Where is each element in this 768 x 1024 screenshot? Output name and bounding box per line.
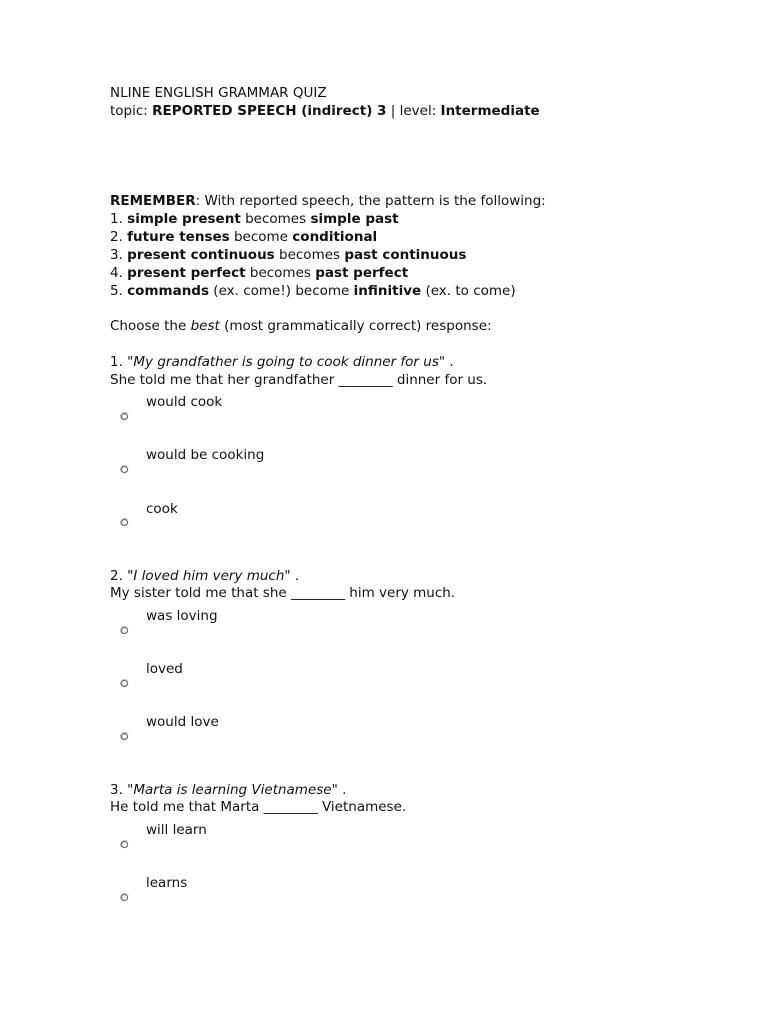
option-radio[interactable]: [121, 680, 128, 687]
question-quote-end: " .: [331, 782, 347, 798]
rule-to: simple past: [310, 211, 399, 227]
rule-to: past perfect: [315, 265, 409, 281]
option-radio[interactable]: [121, 733, 128, 740]
level-label: level:: [399, 103, 441, 119]
rule-num: 1.: [110, 211, 128, 227]
option-label: cook: [146, 501, 178, 517]
option-label: would love: [146, 714, 219, 730]
rule-tail: (ex. to come): [421, 283, 516, 299]
rule-verb: becomes: [240, 211, 311, 227]
rule-verb: becomes: [245, 265, 316, 281]
option-radio[interactable]: [121, 841, 128, 848]
option-radio[interactable]: [121, 466, 128, 473]
rule-verb: becomes: [274, 247, 345, 263]
rule-num: 3.: [110, 247, 128, 263]
instructions-post: (most grammatically correct) response:: [219, 318, 492, 334]
rule-num: 5.: [110, 283, 128, 299]
question-sentence: He told me that Marta ________ Vietnamese.: [110, 799, 407, 815]
option-radio[interactable]: [121, 413, 128, 420]
instructions-pre: Choose the: [110, 318, 191, 334]
option-label: learns: [146, 875, 188, 891]
quiz-title: NLINE ENGLISH GRAMMAR QUIZ: [110, 85, 327, 101]
question-sentence: My sister told me that she ________ him very much.: [110, 585, 456, 601]
rule-item: [110, 282, 516, 300]
rule-from: future tenses: [127, 229, 230, 245]
question-prompt: [110, 353, 454, 371]
level-value: Intermediate: [440, 103, 540, 119]
instructions-emphasis: best: [190, 318, 220, 334]
option-label: would be cooking: [146, 447, 265, 463]
rule-item: [110, 210, 399, 228]
option-radio[interactable]: [121, 519, 128, 526]
remember-text: : With reported speech, the pattern is the following:: [195, 193, 546, 209]
rule-num: 2.: [110, 229, 128, 245]
question-quote: I loved him very much: [133, 568, 285, 584]
rule-item: [110, 264, 408, 282]
rule-to: infinitive: [353, 283, 422, 299]
question-quote: My grandfather is going to cook dinner for us: [133, 354, 439, 370]
rule-verb: (ex. come!) become: [209, 283, 354, 299]
rule-from: present perfect: [127, 265, 246, 281]
question-quote-end: " .: [438, 354, 454, 370]
question-number: 1. ": [110, 354, 134, 370]
question-prompt: [110, 781, 346, 799]
question-prompt: [110, 567, 299, 585]
instructions: [110, 317, 492, 335]
rule-from: present continuous: [127, 247, 275, 263]
option-radio[interactable]: [121, 627, 128, 634]
question-quote: Marta is learning Vietnamese: [133, 782, 332, 798]
question-number: 3. ": [110, 782, 134, 798]
topic-label: topic:: [110, 103, 153, 119]
separator: |: [386, 103, 400, 119]
option-label: was loving: [146, 608, 218, 624]
option-label: would cook: [146, 394, 223, 410]
rule-from: commands: [127, 283, 210, 299]
remember-lead: REMEMBER: [110, 193, 196, 209]
option-label: will learn: [146, 822, 207, 838]
rule-from: simple present: [127, 211, 241, 227]
question-sentence: She told me that her grandfather ________ dinner for us.: [110, 372, 488, 388]
rule-item: [110, 246, 466, 264]
option-label: loved: [146, 661, 183, 677]
rule-verb: become: [229, 229, 293, 245]
remember-line: [110, 192, 546, 210]
topic-line: [110, 102, 540, 120]
option-radio[interactable]: [121, 894, 128, 901]
rule-item: [110, 228, 377, 246]
question-number: 2. ": [110, 568, 134, 584]
rule-to: conditional: [292, 229, 378, 245]
question-quote-end: " .: [284, 568, 300, 584]
rule-num: 4.: [110, 265, 128, 281]
topic-value: REPORTED SPEECH (indirect) 3: [152, 103, 387, 119]
rule-to: past continuous: [344, 247, 467, 263]
